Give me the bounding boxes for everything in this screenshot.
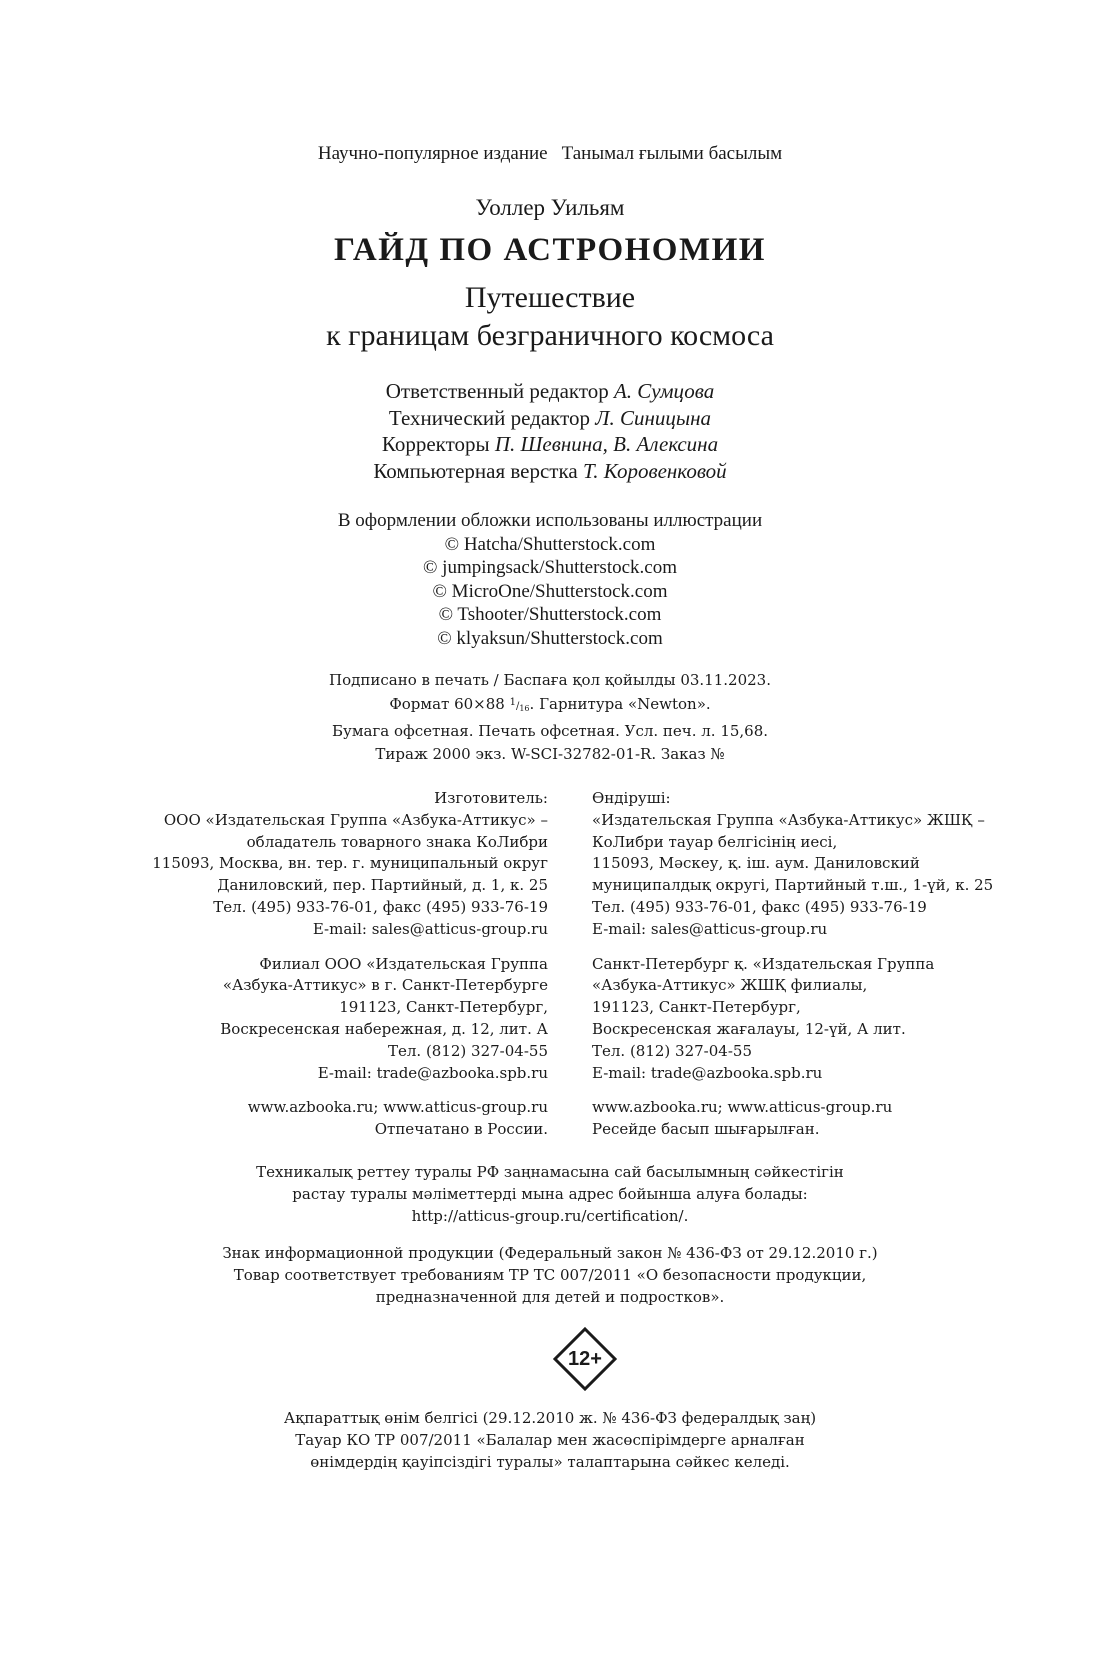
staff-person: А. Сумцова <box>613 379 715 403</box>
cover-credit: © klyaksun/Shutterstock.com <box>437 627 663 649</box>
branch-block-ru <box>88 954 548 1085</box>
format-fraction-numerator: 1 <box>509 696 516 708</box>
staff-role: Ответственный редактор <box>385 379 609 403</box>
info-mark-line: өнімдердің қауіпсіздігі туралы» талаптарына сәйкес келеді. <box>310 1452 790 1471</box>
edition-type-kk: Танымал ғылыми басылым <box>561 143 783 164</box>
edition-type <box>0 143 1100 165</box>
info-mark-line: Знак информационной продукции (Федеральный закон № 436-ФЗ от 29.12.2010 г.) <box>222 1244 878 1262</box>
staff-line <box>0 405 1100 432</box>
staff-line <box>0 431 1100 458</box>
branch-line: Санкт-Петербург қ. «Издательская Группа <box>592 954 935 973</box>
branch-line: Воскресенская набережная, д. 12, лит. А <box>220 1019 548 1038</box>
print-details <box>0 669 1100 765</box>
subtitle-line: к границам безграничного космоса <box>326 319 774 352</box>
manufacturer-line: муниципалдық округі, Партийный т.ш., 1-үй, к. 25 <box>592 876 994 895</box>
manufacturer-line: Тел. (495) 933-76-01, факс (495) 933-76-19 <box>592 897 927 916</box>
edition-type-ru: Научно-популярное издание <box>317 143 548 164</box>
website-links: www.azbooka.ru; www.atticus-group.ru <box>592 1098 893 1117</box>
format-suffix: . Гарнитура «Newton». <box>529 694 711 713</box>
printed-in: Отпечатано в России. <box>374 1120 548 1139</box>
branch-line: «Азбука-Аттикус» ЖШҚ филиалы, <box>592 976 868 995</box>
cover-illustration-credits <box>0 509 1100 650</box>
book-subtitle <box>0 279 1100 355</box>
publisher-info-kk <box>592 788 1052 1141</box>
cover-credit: © Hatcha/Shutterstock.com <box>444 533 656 555</box>
print-paper: Бумага офсетная. Печать офсетная. Усл. печ. л. 15,68. <box>331 722 769 740</box>
book-title: ГАЙД ПО АСТРОНОМИИ <box>334 232 766 268</box>
branch-line: «Азбука-Аттикус» в г. Санкт-Петербурге <box>222 976 548 995</box>
staff-credits <box>0 378 1100 484</box>
manufacturer-line: «Издательская Группа «Азбука-Аттикус» ЖШҚ – <box>592 810 985 829</box>
staff-person: П. Шевнина, В. Алексина <box>494 432 719 456</box>
info-mark-note-kk <box>0 1408 1100 1473</box>
manufacturer-line: Даниловский, пер. Партийный, д. 1, к. 25 <box>217 876 548 895</box>
cover-credits-heading: В оформлении обложки использованы иллюстрации <box>337 510 763 531</box>
certification-note <box>0 1162 1100 1227</box>
manufacturer-line: Өндіруші: <box>592 789 671 807</box>
info-mark-note-ru <box>0 1243 1100 1308</box>
branch-line: 191123, Санкт-Петербург, <box>339 998 548 1017</box>
manufacturer-line: Тел. (495) 933-76-01, факс (495) 933-76-19 <box>213 897 548 916</box>
branch-line: Воскресенская жағалауы, 12-үй, А лит. <box>592 1019 906 1038</box>
author-name: Уоллер Уильям <box>475 195 625 220</box>
certification-line: Техникалық реттеу туралы РФ заңнамасына сай басылымның сәйкестігін <box>256 1163 844 1181</box>
info-mark-line: Тауар КО ТР 007/2011 «Балалар мен жасөспірімдерге арналған <box>295 1430 805 1449</box>
branch-email: E-mail: trade@azbooka.spb.ru <box>592 1063 823 1082</box>
cover-credit: © Tshooter/Shutterstock.com <box>438 604 662 625</box>
branch-line: Тел. (812) 327-04-55 <box>388 1041 548 1060</box>
website-links: www.azbooka.ru; www.atticus-group.ru <box>247 1098 548 1117</box>
cover-credit: © MicroOne/Shutterstock.com <box>432 580 668 602</box>
publisher-info-ru <box>88 788 548 1141</box>
cover-credit: © jumpingsack/Shutterstock.com <box>422 557 677 578</box>
info-mark-line: Товар соответствует требованиям ТР ТС 007/2011 «О безопасности продукции, <box>233 1265 867 1284</box>
staff-role: Корректоры <box>381 432 490 456</box>
web-block-kk <box>592 1097 1052 1141</box>
manufacturer-email: E-mail: sales@atticus-group.ru <box>592 919 828 938</box>
manufacturer-block-kk <box>592 788 1052 941</box>
certification-line: растау туралы мәліметтерді мына адрес бойынша алуға болады: <box>292 1184 808 1203</box>
subtitle-line: Путешествие <box>464 281 636 314</box>
branch-email: E-mail: trade@azbooka.spb.ru <box>317 1063 548 1082</box>
branch-block-kk <box>592 954 1052 1085</box>
info-mark-line: предназначенной для детей и подростков». <box>375 1287 725 1306</box>
format-prefix: Формат 60×88 <box>389 694 510 713</box>
manufacturer-line: 115093, Москва, вн. тер. г. муниципальный округ <box>152 854 548 873</box>
manufacturer-line: Изготовитель: <box>434 789 548 807</box>
manufacturer-line: 115093, Мәскеу, қ. іш. аум. Даниловский <box>592 854 920 873</box>
format-fraction: $^1/_{16}$ <box>509 696 530 713</box>
print-signed-date: Подписано в печать / Баспаға қол қойылды 03.11.2023. <box>329 671 771 689</box>
staff-person: Т. Коровенковой <box>582 458 727 483</box>
staff-role: Компьютерная верстка <box>373 458 578 483</box>
branch-line: Тел. (812) 327-04-55 <box>592 1041 752 1060</box>
manufacturer-line: КоЛибри тауар белгісінің иесі, <box>592 832 838 851</box>
age-rating-label: 12+ <box>568 1348 602 1370</box>
manufacturer-email: E-mail: sales@atticus-group.ru <box>312 919 548 938</box>
manufacturer-line: ООО «Издательская Группа «Азбука-Аттикус» – <box>163 810 548 829</box>
branch-line: 191123, Санкт-Петербург, <box>592 998 801 1017</box>
staff-line <box>0 458 1100 485</box>
format-fraction-denominator: 16 <box>519 703 530 713</box>
manufacturer-block-ru <box>88 788 548 941</box>
info-mark-line: Ақпараттық өнім белгісі (29.12.2010 ж. № 436-ФЗ федералдық заң) <box>283 1409 817 1427</box>
web-block-ru <box>88 1097 548 1141</box>
staff-line <box>0 378 1100 405</box>
printed-in: Ресейде басып шығарылған. <box>592 1120 820 1139</box>
print-run: Тираж 2000 экз. W-SCI-32782-01-R. Заказ № <box>375 744 725 763</box>
branch-line: Филиал ООО «Издательская Группа <box>259 954 548 973</box>
staff-role: Технический редактор <box>388 405 591 430</box>
certification-url: http://atticus-group.ru/certification/. <box>411 1206 689 1225</box>
manufacturer-line: обладатель товарного знака КоЛибри <box>246 832 548 851</box>
print-format <box>0 692 1100 721</box>
staff-person: Л. Синицына <box>595 405 712 430</box>
